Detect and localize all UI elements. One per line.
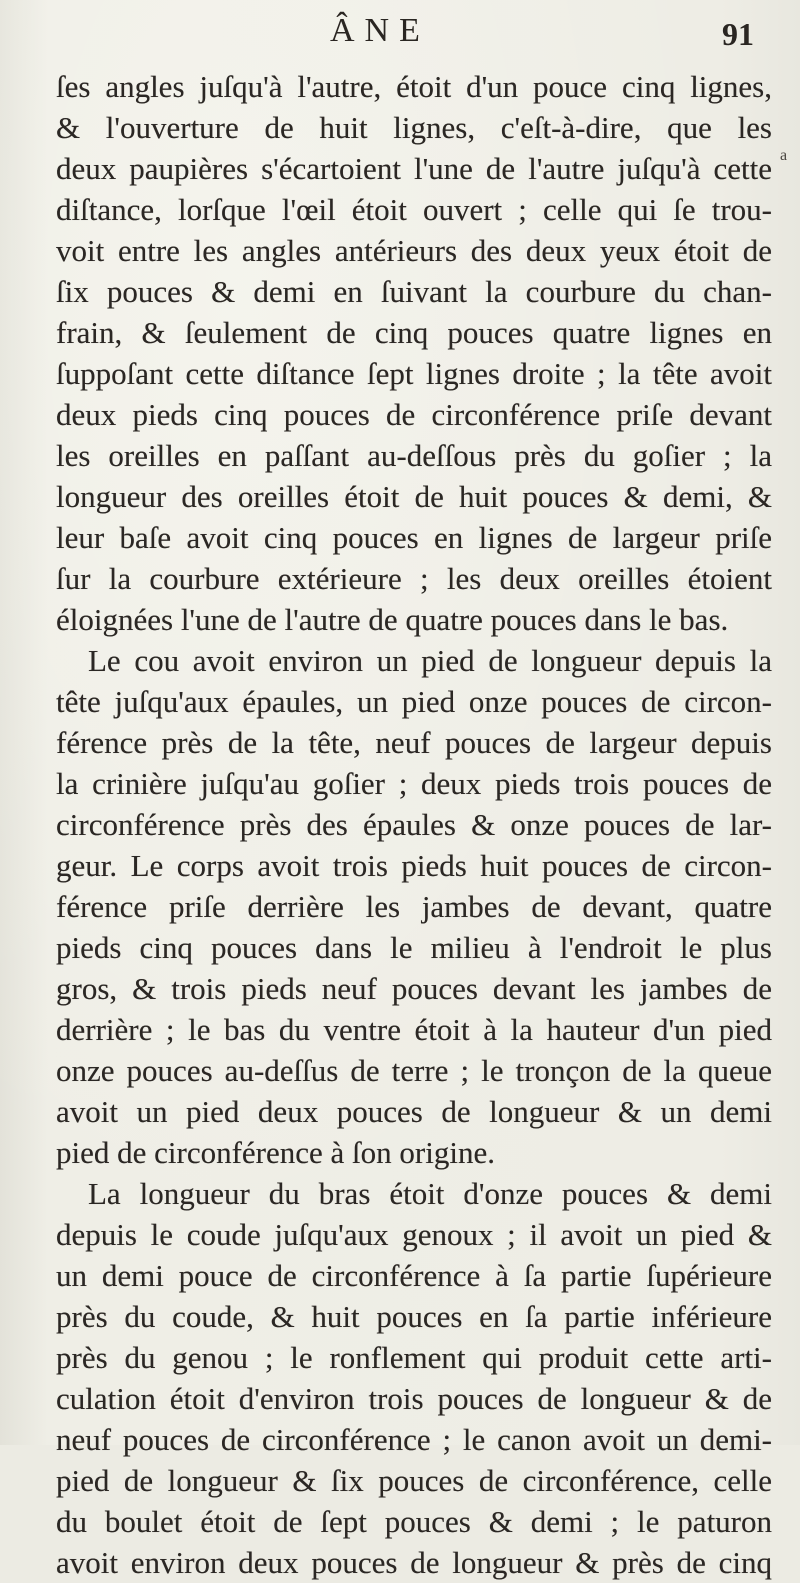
- text-line: tête juſqu'aux épaules, un pied onze pouces de circon-: [56, 684, 772, 719]
- text-line: près du coude, & huit pouces en ſa partie inférieure: [56, 1299, 772, 1334]
- text-line: ſes angles juſqu'à l'autre, étoit d'un pouce cinq lignes,: [56, 69, 772, 104]
- text-line: La longueur du bras étoit d'onze pouces & demi: [88, 1176, 772, 1211]
- text-line: neuf pouces de circonférence ; le canon avoit un demi-: [56, 1422, 772, 1457]
- text-line: & l'ouverture de huit lignes, c'eſt-à-dire, que les: [56, 110, 772, 145]
- text-line: culation étoit d'environ trois pouces de longueur & de: [56, 1381, 772, 1416]
- paragraph-1: [56, 66, 772, 640]
- text-line: longueur des oreilles étoit de huit pouces & demi, &: [56, 479, 772, 514]
- text-line: un demi pouce de circonférence à ſa partie ſupérieure: [56, 1258, 772, 1293]
- text-line: la crinière juſqu'au goſier ; deux pieds trois pouces de: [56, 766, 772, 801]
- text-line: pied de circonférence à ſon origine.: [56, 1135, 495, 1170]
- text-line: geur. Le corps avoit trois pieds huit pouces de circon-: [56, 848, 772, 883]
- text-line: férence près de la tête, neuf pouces de largeur depuis: [56, 725, 772, 760]
- text-line: voit entre les angles antérieurs des deux yeux étoit de: [56, 233, 772, 268]
- running-title: ÂNE: [330, 12, 430, 49]
- body-text: [56, 66, 772, 1583]
- text-line: deux paupières s'écartoient l'une de l'autre juſqu'à cette: [56, 151, 772, 186]
- text-line: depuis le coude juſqu'aux genoux ; il avoit un pied &: [56, 1217, 772, 1252]
- text-line: du boulet étoit de ſept pouces & demi ; le paturon: [56, 1504, 772, 1539]
- text-line: Le cou avoit environ un pied de longueur depuis la: [88, 643, 772, 678]
- text-line: ſuppoſant cette diſtance ſept lignes droite ; la tête avoit: [56, 356, 772, 391]
- text-line: onze pouces au-deſſus de terre ; le tronçon de la queue: [56, 1053, 772, 1088]
- text-line: leur baſe avoit cinq pouces en lignes de largeur priſe: [56, 520, 772, 555]
- text-line: les oreilles en paſſant au-deſſous près du goſier ; la: [56, 438, 772, 473]
- text-line: circonférence près des épaules & onze pouces de lar-: [56, 807, 772, 842]
- text-line: deux pieds cinq pouces de circonférence priſe devant: [56, 397, 772, 432]
- text-line: avoit un pied deux pouces de longueur & un demi: [56, 1094, 772, 1129]
- text-line: diſtance, lorſque l'œil étoit ouvert ; celle qui ſe trou-: [56, 192, 772, 227]
- text-line: pied de longueur & ſix pouces de circonférence, celle: [56, 1463, 772, 1498]
- text-line: près du genou ; le ronflement qui produit cette arti-: [56, 1340, 772, 1375]
- page-number: 91: [722, 16, 754, 52]
- paragraph-3: [56, 1173, 772, 1583]
- text-line: gros, & trois pieds neuf pouces devant les jambes de: [56, 971, 772, 1006]
- margin-mark: a: [780, 147, 788, 164]
- text-line: férence priſe derrière les jambes de devant, quatre: [56, 889, 772, 924]
- text-line: ſix pouces & demi en ſuivant la courbure du chan-: [56, 274, 772, 309]
- paragraph-2: [56, 640, 772, 1173]
- page-header: [0, 10, 800, 60]
- text-line: frain, & ſeulement de cinq pouces quatre lignes en: [56, 315, 772, 350]
- text-line: derrière ; le bas du ventre étoit à la hauteur d'un pied: [56, 1012, 772, 1047]
- text-line: éloignées l'une de l'autre de quatre pouces dans le bas.: [56, 602, 729, 637]
- text-line: pieds cinq pouces dans le milieu à l'endroit le plus: [56, 930, 772, 965]
- text-line: avoit environ deux pouces de longueur & près de cinq: [56, 1545, 772, 1580]
- text-line: ſur la courbure extérieure ; les deux oreilles étoient: [56, 561, 772, 596]
